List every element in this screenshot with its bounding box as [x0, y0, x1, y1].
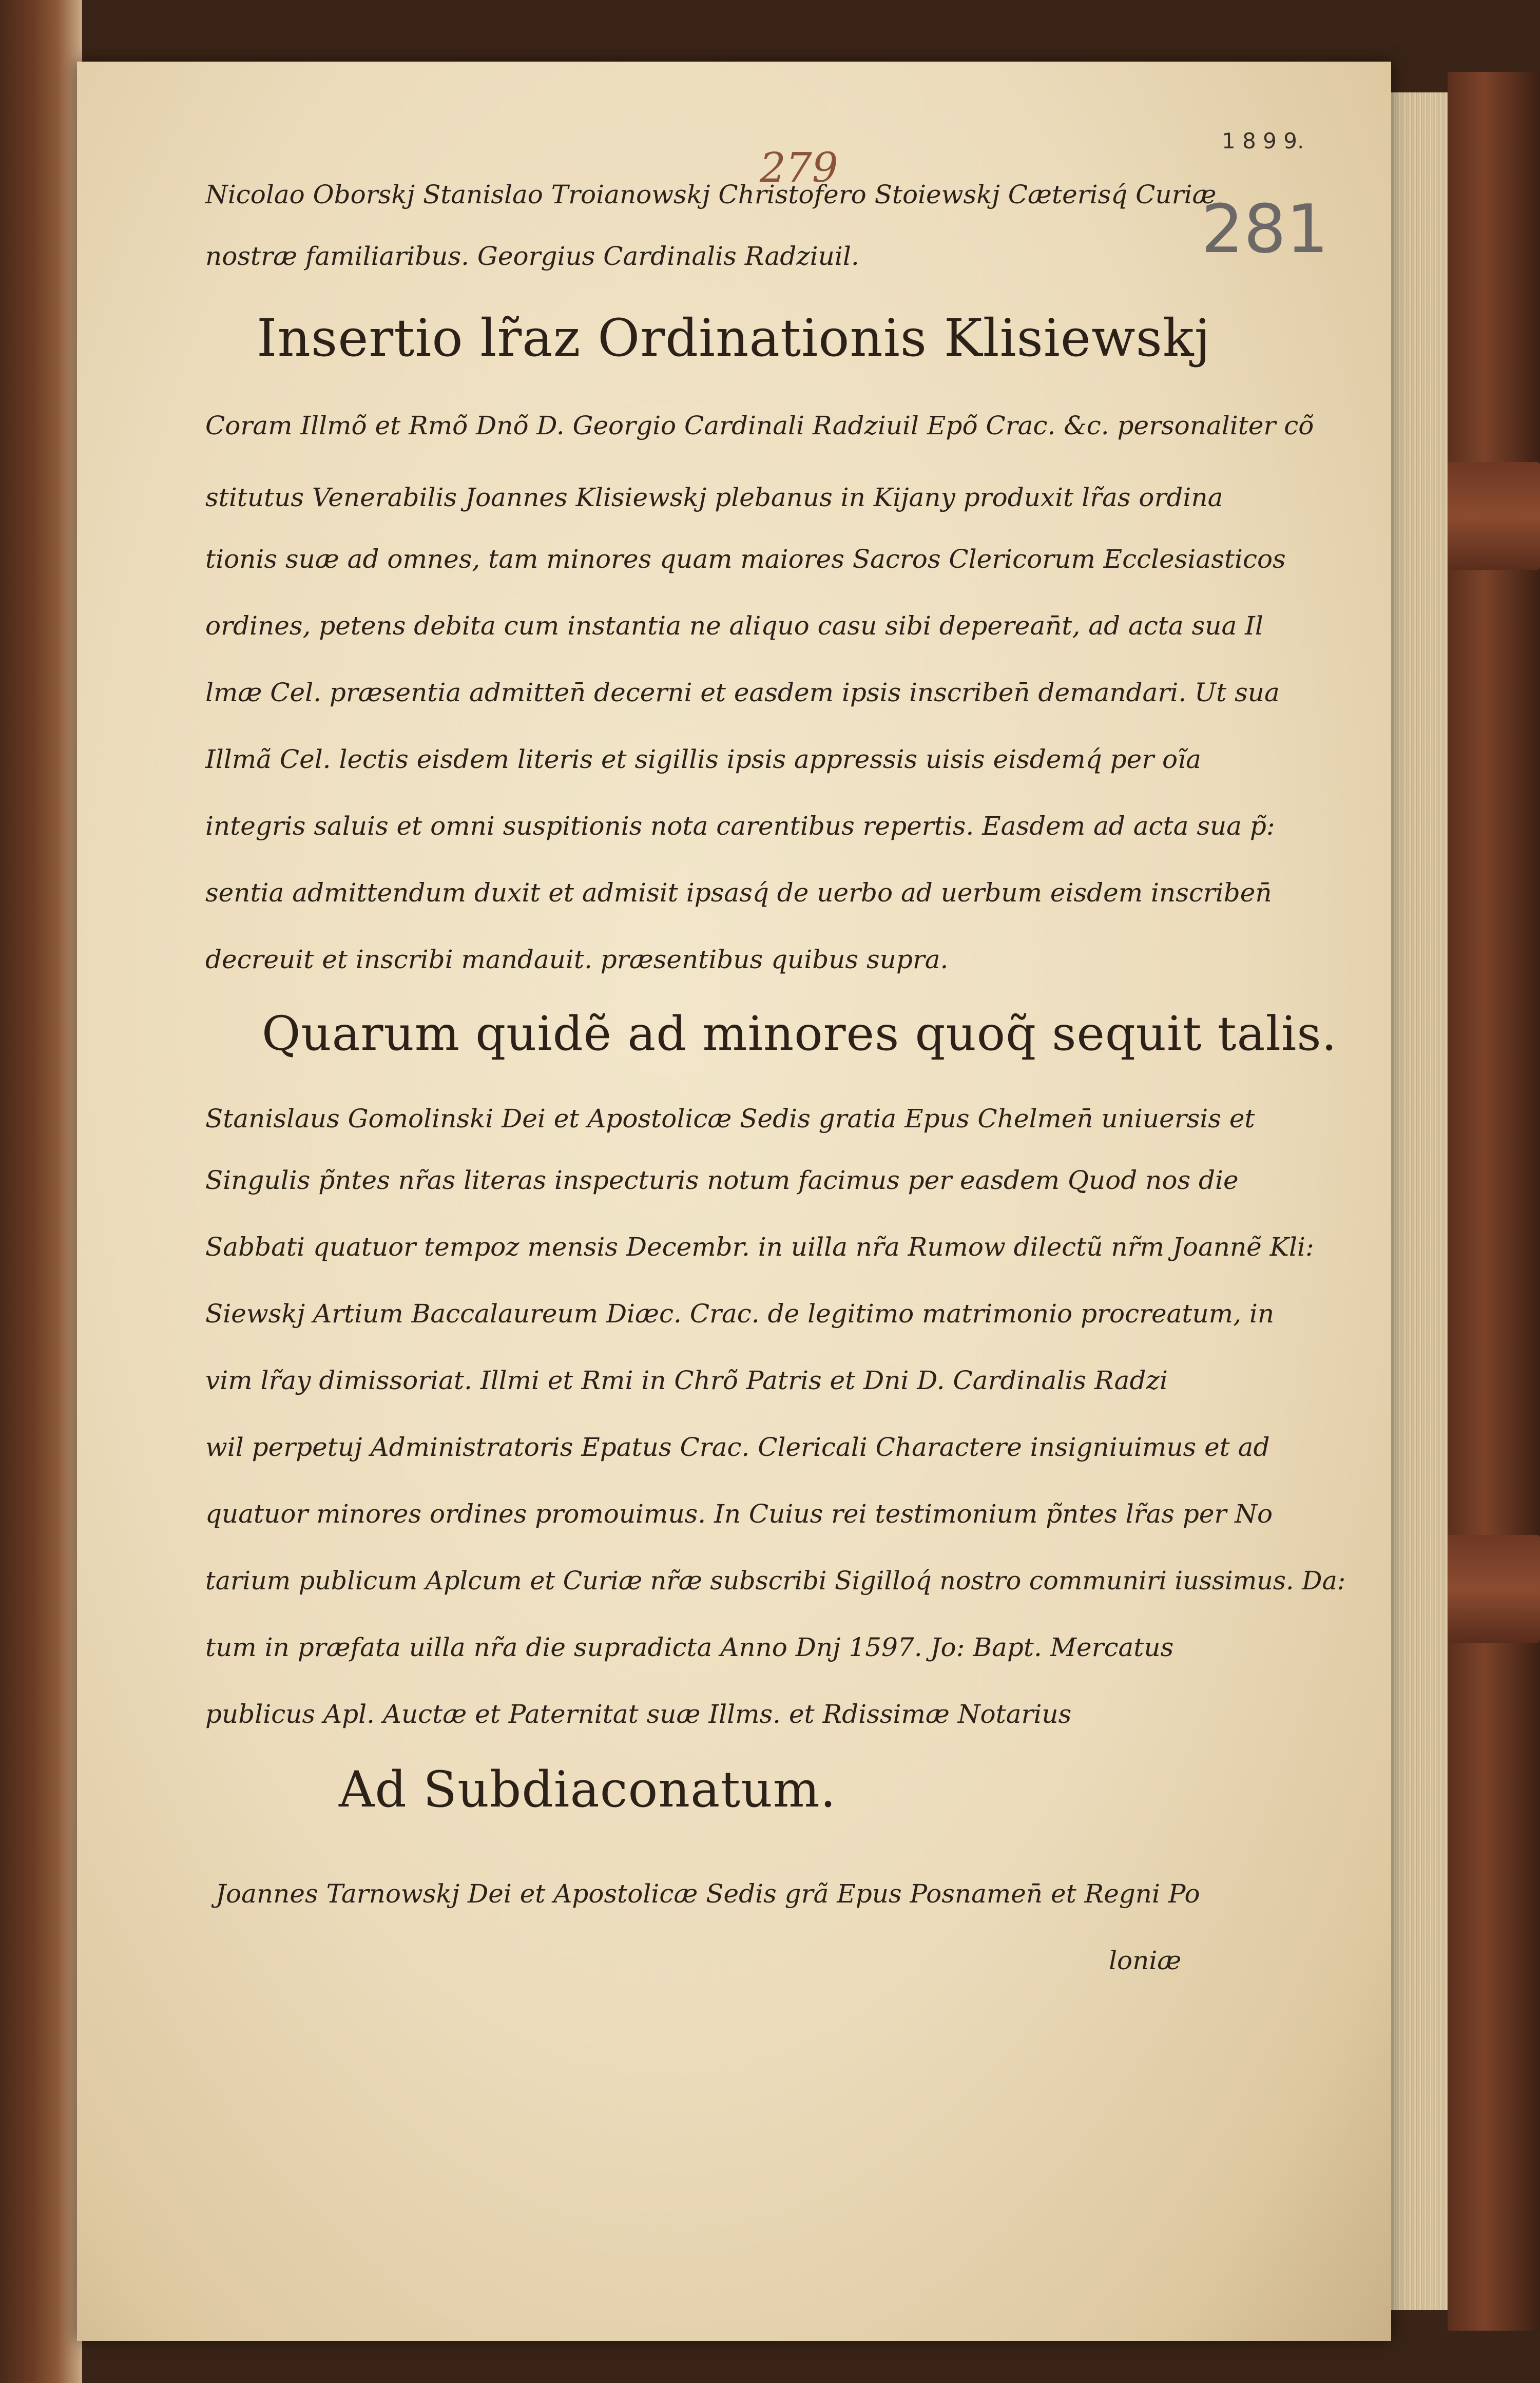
text-line: publicus Apl. Auctæ et Paternitat suæ Illms. et Rdissimæ Notarius: [205, 1699, 1072, 1729]
text-line: Coram Illmõ et Rmõ Dnõ D. Georgio Cardinali Radziuil Epõ Crac. &c. personaliter cõ: [205, 411, 1314, 440]
text-line: Nicolao Oborskj Stanislao Troianowskj Christofero Stoiewskj Cæterisq́ Curiæ: [205, 180, 1217, 209]
book-binding: [1448, 72, 1540, 2331]
text-line: tarium publicum Aplcum et Curiæ nr̃æ subscribi Sigilloq́ nostro communiri iussimus. Da:: [205, 1566, 1346, 1596]
text-line: decreuit et inscribi mandauit. præsentibus quibus supra.: [205, 945, 949, 974]
corner-number: 1 8 9 9.: [1222, 128, 1304, 153]
section-heading: Quarum quidẽ ad minores quoq̃ sequit talis.: [262, 1006, 1337, 1061]
manuscript-page: [77, 62, 1391, 2341]
text-line: Illmã Cel. lectis eisdem literis et sigillis ipsis appressis uisis eisdemq́ per oĩa: [205, 744, 1201, 774]
text-line: tum in præfata uilla nr̃a die supradicta Anno Dnj 1597. Jo: Bapt. Mercatus: [205, 1632, 1174, 1662]
previous-page-edge: [0, 0, 82, 2383]
text-line: Sabbati quatuor tempoz mensis Decembr. in uilla nr̃a Rumow dilectũ nr̃m Joannẽ Kli:: [205, 1232, 1314, 1262]
text-line: Siewskj Artium Baccalaureum Diæc. Crac. de legitimo matrimonio procreatum, in: [205, 1299, 1275, 1329]
text-line: quatuor minores ordines promouimus. In Cuius rei testimonium p̃ntes lr̃as per No: [205, 1499, 1273, 1529]
text-line: lmæ Cel. præsentia admitten̄ decerni et easdem ipsis inscriben̄ demandari. Ut sua: [205, 678, 1280, 707]
binding-strap-upper: [1437, 462, 1540, 570]
text-line: ordines, petens debita cum instantia ne aliquo casu sibi deperean̄t, ad acta sua Il: [205, 611, 1263, 641]
section-heading: Ad Subdiaconatum.: [339, 1761, 837, 1818]
text-line: Singulis p̃ntes nr̃as literas inspecturis notum facimus per easdem Quod nos die: [205, 1165, 1239, 1195]
text-line: Joannes Tarnowskj Dei et Apostolicæ Sedis grã Epus Posnamen̄ et Regni Po: [216, 1879, 1200, 1909]
text-line: integris saluis et omni suspitionis nota carentibus repertis. Easdem ad acta sua p̃:: [205, 811, 1275, 841]
text-line: vim lr̃ay dimissoriat. Illmi et Rmi in Chrõ Patris et Dni D. Cardinalis Radzi: [205, 1366, 1168, 1395]
page-stack-edges: [1386, 92, 1448, 2310]
section-heading: Insertio lr̃az Ordinationis Klisiewskj: [257, 308, 1211, 368]
text-line: sentia admittendum duxit et admisit ipsasq́ de uerbo ad uerbum eisdem inscriben̄: [205, 878, 1272, 908]
text-line: Stanislaus Gomolinski Dei et Apostolicæ Sedis gratia Epus Chelmen̄ uniuersis et: [205, 1104, 1255, 1133]
text-line: loniæ: [1109, 1946, 1182, 1975]
folio-number-pencil: 281: [1201, 190, 1329, 268]
folio-number-old: 279: [760, 144, 838, 191]
binding-strap-lower: [1437, 1535, 1540, 1643]
text-line: tionis suæ ad omnes, tam minores quam maiores Sacros Clericorum Ecclesiasticos: [205, 544, 1286, 574]
text-line: nostræ familiaribus. Georgius Cardinalis Radziuil.: [205, 241, 859, 271]
text-line: wil perpetuj Administratoris Epatus Crac. Clericali Charactere insigniuimus et ad: [205, 1432, 1270, 1462]
text-line: stitutus Venerabilis Joannes Klisiewskj plebanus in Kijany produxit lr̃as ordina: [205, 483, 1223, 512]
